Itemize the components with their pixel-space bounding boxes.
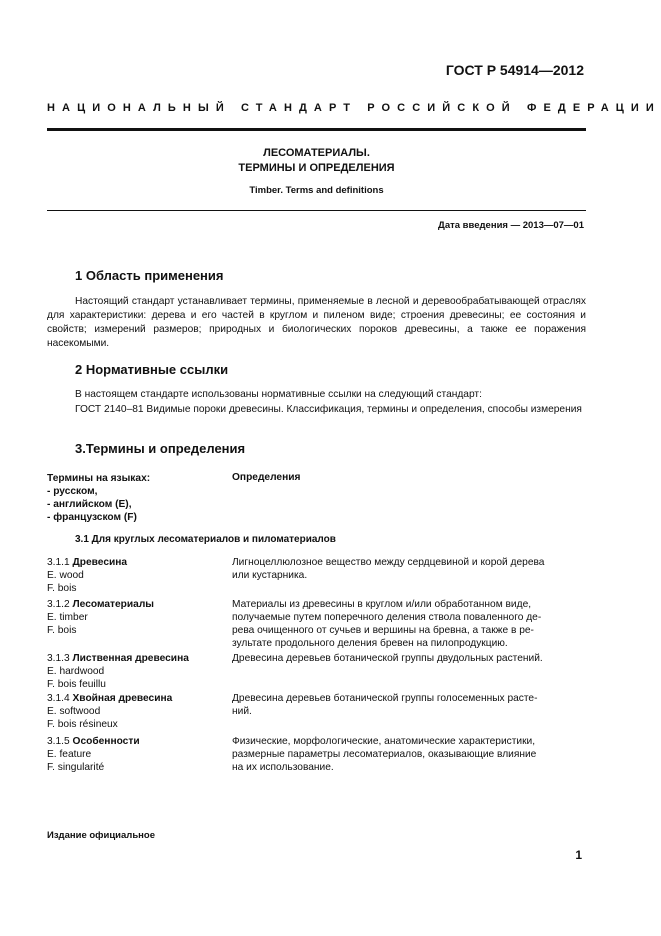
document-code: ГОСТ Р 54914—2012 bbox=[445, 62, 584, 78]
header-rule bbox=[47, 128, 586, 131]
section-2-reference: ГОСТ 2140–81 Видимые пороки древесины. Классификация, термины и определения, способы измерения bbox=[75, 404, 582, 415]
title-rule bbox=[47, 210, 586, 211]
page-number: 1 bbox=[575, 848, 582, 862]
definitions-header: Определения bbox=[232, 472, 301, 483]
national-standard-banner: НАЦИОНАЛЬНЫЙ СТАНДАРТ РОССИЙСКОЙ ФЕДЕРАЦИИ bbox=[47, 102, 661, 114]
introduction-date: Дата введения — 2013—07—01 bbox=[438, 220, 584, 231]
section-1-text: Настоящий стандарт устанавливает термины, применяемые в лесной и деревообрабатывающей отраслях для характеристики: дерева и его частей в круглом и пиленом виде; строения древесины; ее состояния и свойств; измерений размеров; природных и биологических пороков древесины, а также ее поражения насекомыми. bbox=[47, 296, 586, 349]
title-line-2: ТЕРМИНЫ И ОПРЕДЕЛЕНИЯ bbox=[238, 162, 395, 174]
term-definition: Древесина деревьев ботанической группы двудольных растений. bbox=[232, 653, 543, 664]
section-2-intro: В настоящем стандарте использованы нормативные ссылки на следующий стандарт: bbox=[75, 389, 482, 400]
english-title: Timber. Terms and definitions bbox=[249, 185, 384, 196]
term-definition: Физические, морфологические, анатомические характеристики, размерные параметры лесоматериалов, оказывающие влияние на их использование. bbox=[232, 736, 537, 773]
term-entry: 3.1.2 Лесоматериалы E. timber F. bois bbox=[47, 599, 154, 636]
subsection-3-1-heading: 3.1 Для круглых лесоматериалов и пиломатериалов bbox=[75, 534, 336, 545]
term-entry: 3.1.1 Древесина E. wood F. bois bbox=[47, 557, 128, 594]
title-line-1: ЛЕСОМАТЕРИАЛЫ. bbox=[263, 147, 370, 159]
term-definition: Древесина деревьев ботанической группы голосеменных расте- ний. bbox=[232, 693, 538, 717]
term-entry: 3.1.4 Хвойная древесина E. softwood F. bois résineux bbox=[47, 693, 173, 730]
term-definition: Материалы из древесины в круглом и/или обработанном виде, получаемые путем поперечного деления ствола поваленного де- рева очищенного от сучьев и вершины на бревна, а также в ре- зультате продольного деления бревен на пилопродукцию. bbox=[232, 599, 542, 649]
term-entry: 3.1.5 Особенности E. feature F. singularité bbox=[47, 736, 140, 773]
section-2-heading: 2 Нормативные ссылки bbox=[75, 362, 229, 377]
languages-header: Термины на языках: - русском, - английском (E), - французском (F) bbox=[47, 473, 151, 523]
official-edition-label: Издание официальное bbox=[47, 830, 155, 841]
term-entry: 3.1.3 Лиственная древесина E. hardwood F. bois feuillu bbox=[47, 653, 189, 690]
section-3-heading: 3.Термины и определения bbox=[75, 441, 246, 456]
section-1-heading: 1 Область применения bbox=[75, 268, 224, 283]
term-definition: Лигноцеллюлозное вещество между сердцевиной и корой дерева или кустарника. bbox=[232, 557, 545, 581]
